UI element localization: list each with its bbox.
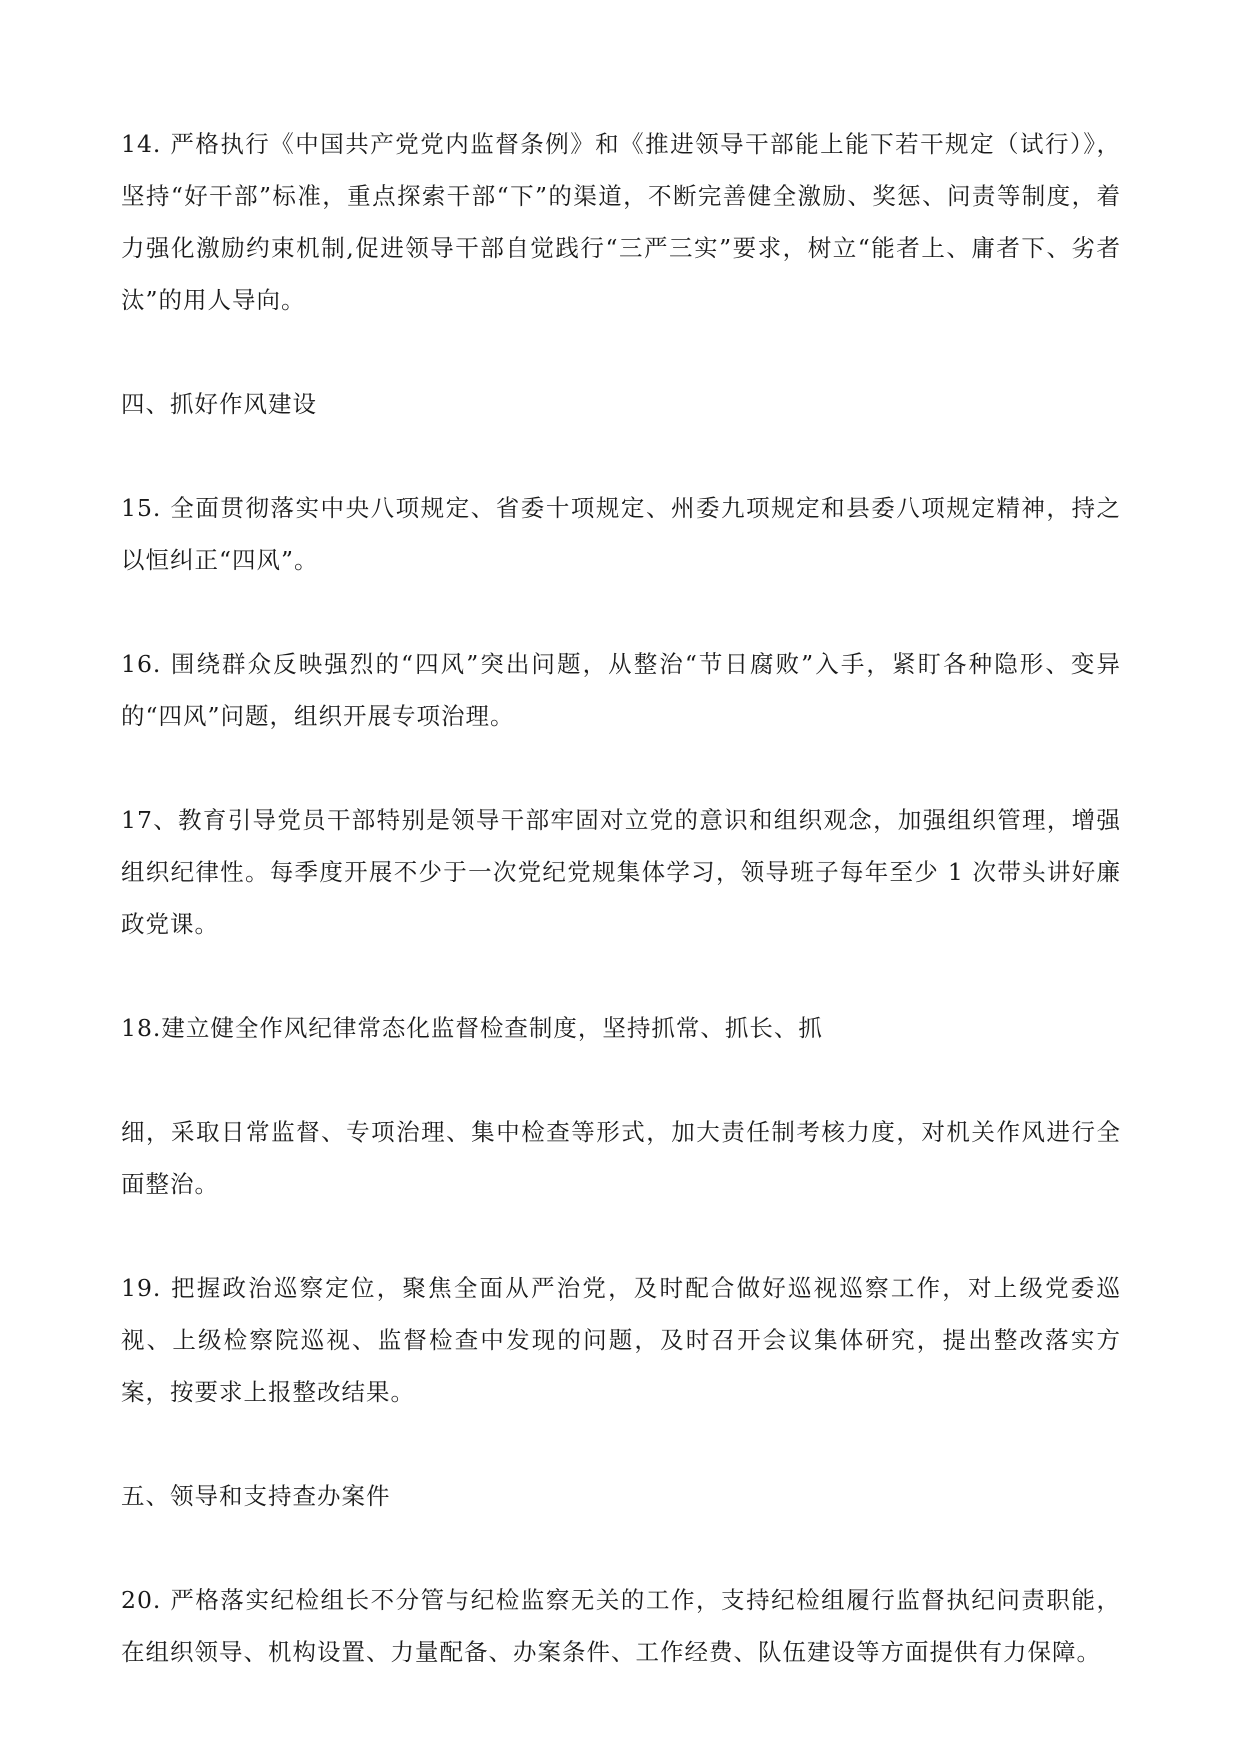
paragraph-gap — [121, 326, 1121, 378]
section-heading-5: 五、领导和支持查办案件 — [121, 1482, 391, 1510]
paragraph-gap — [121, 586, 1121, 638]
paragraph-16: 16. 围绕群众反映强烈的“四风”突出问题，从整治“节日腐败”入手，紧盯各种隐形、变异的“四风”问题，组织开展专项治理。 — [121, 650, 1121, 730]
paragraph-20: 20. 严格落实纪检组长不分管与纪检监察无关的工作，支持纪检组履行监督执纪问责职能，在组织领导、机构设置、力量配备、办案条件、工作经费、队伍建设等方面提供有力保障。 — [121, 1586, 1121, 1666]
paragraph-gap — [121, 742, 1121, 794]
paragraph-19: 19. 把握政治巡察定位，聚焦全面从严治党，及时配合做好巡视巡察工作，对上级党委巡视、上级检察院巡视、监督检查中发现的问题，及时召开会议集体研究，提出整改落实方案，按要求上报整改结果。 — [121, 1274, 1121, 1406]
paragraph-gap — [121, 950, 1121, 1002]
document-page — [121, 118, 1121, 1678]
paragraph-gap — [121, 430, 1121, 482]
paragraph-gap — [121, 1210, 1121, 1262]
paragraph-gap — [121, 1522, 1121, 1574]
section-heading-4: 四、抓好作风建设 — [121, 390, 317, 418]
paragraph-18-part2: 细，采取日常监督、专项治理、集中检查等形式，加大责任制考核力度，对机关作风进行全面整治。 — [121, 1118, 1121, 1198]
paragraph-14: 14. 严格执行《中国共产党党内监督条例》和《推进领导干部能上能下若干规定（试行）》，坚持“好干部”标准，重点探索干部“下”的渠道，不断完善健全激励、奖惩、问责等制度，着力强化激励约束机制,促进领导干部自觉践行“三严三实”要求，树立“能者上、庸者下、劣者汰”的用人导向。 — [121, 130, 1121, 314]
paragraph-gap — [121, 1418, 1121, 1470]
paragraph-17: 17、教育引导党员干部特别是领导干部牢固对立党的意识和组织观念，加强组织管理，增强组织纪律性。每季度开展不少于一次党纪党规集体学习，领导班子每年至少 1 次带头讲好廉政党课。 — [121, 806, 1121, 938]
paragraph-gap — [121, 1054, 1121, 1106]
paragraph-15: 15. 全面贯彻落实中央八项规定、省委十项规定、州委九项规定和县委八项规定精神，持之以恒纠正“四风”。 — [121, 494, 1121, 574]
paragraph-18-part1: 18.建立健全作风纪律常态化监督检查制度，坚持抓常、抓长、抓 — [121, 1014, 823, 1042]
